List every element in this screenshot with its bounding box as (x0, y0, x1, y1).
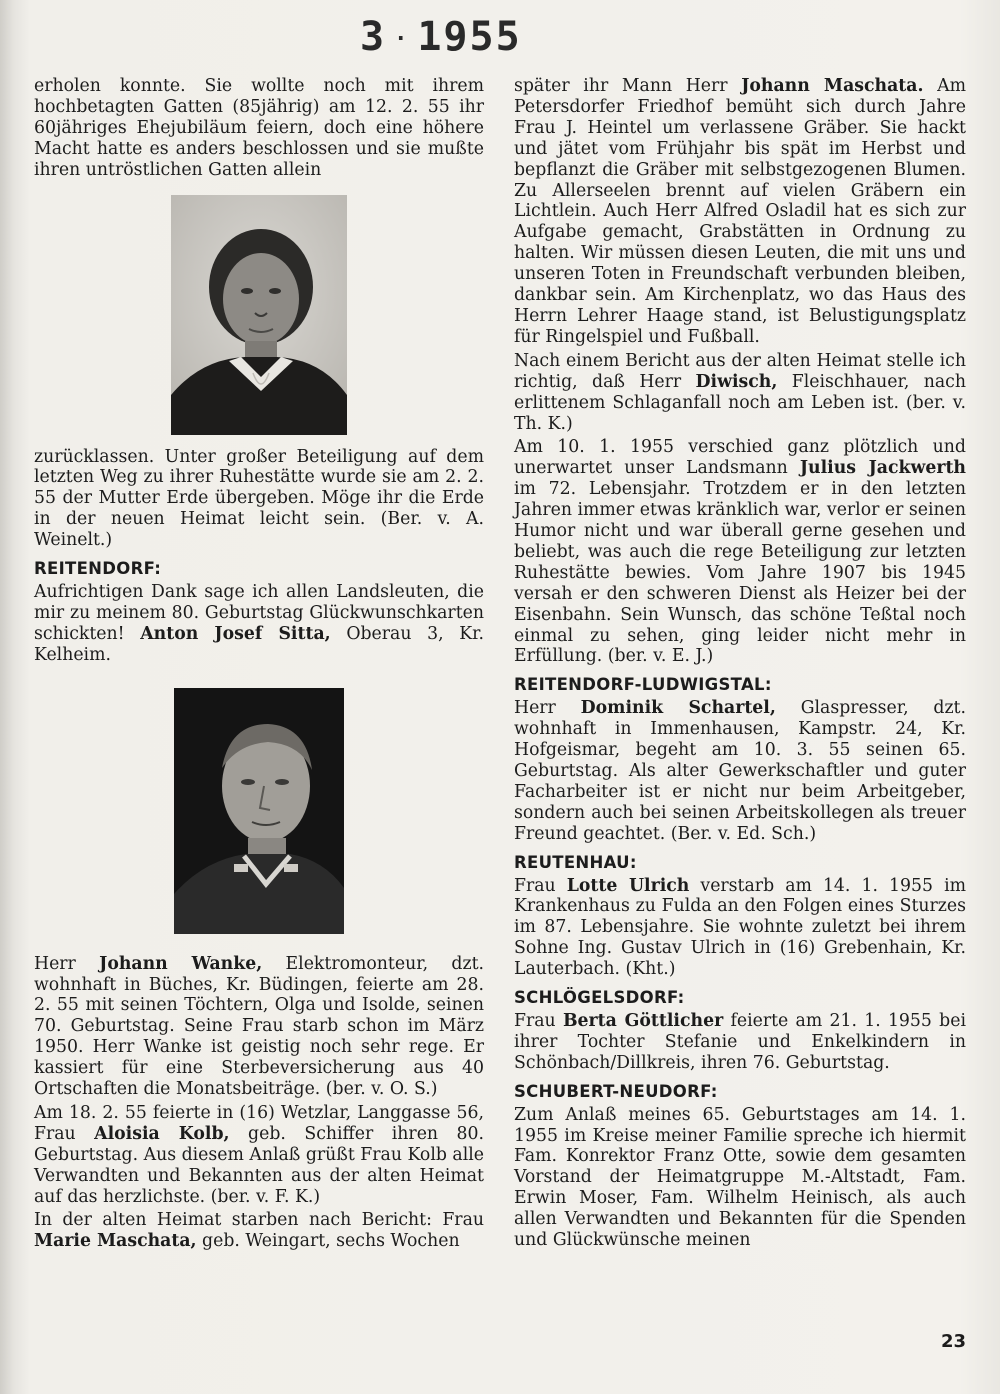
paragraph-sitta (34, 582, 484, 666)
text: im 72. Lebensjahr. Trotzdem er in den letzten Jahren immer etwas kränklich war, verlor er seinen Humor nicht und war überall gerne gesehen und beliebt, was auch die rege Beteiligung zur letzten Ruhestätte bewies. Vom Jahre 1907 bis 1945 versah er den schweren Dienst als Heizer bei der Eisenbahn. Sein Wunsch, das schöne Teßtal noch einmal zu sehen, ging leider nicht mehr in Erfüllung. (ber. v. E. J.) (514, 479, 966, 667)
section-heading-schubert-neudorf: SCHUBERT-NEUDORF: (514, 1081, 718, 1101)
section-heading-reutenhau: REUTENHAU: (514, 852, 637, 872)
paragraph-geburtstag-dank: Zum Anlaß meines 65. Geburtstages am 14. 1. 1955 im Kreise meiner Familie spreche ich hiermit Fam. Konrektor Franz Otte, sowie dem gesamten Vorstand der Heimatgruppe M.-Altstadt, Fam. Erwin Moser, Fam. Wilhelm Heinisch, als auch allen Verwandten und Bekannten für die Spenden und Glückwünsche meinen (514, 1104, 966, 1251)
section-heading-reitendorf-ludwigstal: REITENDORF-LUDWIGSTAL: (514, 675, 772, 695)
text: Oberau 3, Kr. Kelheim. (34, 623, 484, 665)
text: geb. Weingart, sechs Wochen (196, 1231, 460, 1252)
paragraph-goettlicher (514, 1011, 966, 1074)
person-name-schartel: Dominik Schartel, (580, 698, 776, 719)
person-name-diwisch: Diwisch, (695, 371, 778, 392)
text: Nach einem Bericht aus der alten Heimat stelle ich richtig, daß Herr (514, 350, 966, 392)
person-name-ulrich: Lotte Ulrich (566, 875, 690, 896)
text: Frau (514, 1010, 563, 1031)
issue-year: 1955 (417, 14, 522, 60)
portrait-photo-woman (171, 195, 347, 435)
paragraph-jackwerth (514, 437, 966, 667)
person-name-sitta: Anton Josef Sitta, (140, 623, 331, 644)
text: In der alten Heimat starben nach Bericht: Frau (34, 1210, 484, 1231)
paragraph-petersdorf (514, 76, 966, 348)
person-name-jackwerth: Julius Jackwerth (799, 458, 966, 479)
right-column (514, 76, 966, 1254)
text: Frau (514, 875, 567, 896)
person-name-wanke: Johann Wanke, (99, 953, 263, 974)
text: Am 18. 2. 55 feierte in (16) Wetzlar, Langgasse 56, Frau (34, 1102, 484, 1144)
paragraph-schartel (514, 698, 966, 844)
text: feierte am 21. 1. 1955 bei ihrer Tochter Stefanie und Enkelkindern in Schönbach/Dillkreis, ihren 76. Geburtstag. (514, 1010, 966, 1073)
left-column (34, 76, 484, 1255)
section-heading-schloegelsdorf: SCHLÖGELSDORF: (514, 988, 685, 1008)
issue-number: 3 (360, 14, 387, 60)
text: Am Petersdorfer Friedhof bemüht sich durch Jahre Frau J. Heintel um verlassene Gräber. Sie hackt und jätet vom Frühjahr bis spät im Herbst und bepflanzt die Gräber mit selbstgezogenen Blumen. Zu Allerseelen brennt auf vielen Gräbern ein Lichtlein. Auch Herr Alfred Osladil hat es sich zur Aufgabe gemacht, Grabstätten in Ordnung zu halten. Wir müssen diesen Leuten, die mit uns und unseren Toten in Freundschaft verbunden bleiben, dankbar sein. Am Kirchenplatz, wo das Haus des Herrn Lehrer Haage stand, ist Belustigungsplatz für Ringelspiel und Fußball. (514, 76, 966, 347)
paragraph-weinelt-part1: erholen konnte. Sie wollte noch mit ihrem hochbetagten Gatten (85jährig) am 12. 2. 55 ihr 60jähriges Ehejubiläum feiern, doch eine höhere Macht hatte es anders beschlossen und sie mußte ihren untröstlichen Gatten allein (34, 76, 484, 180)
paragraph-weinelt-part2: zurücklassen. Unter großer Beteiligung auf dem letzten Weg zu ihrer Ruhestätte wurde sie am 2. 2. 55 der Mutter Erde übergeben. Möge ihr die Erde in der neuen Heimat leicht sein. (Ber. v. A. Weinelt.) (34, 446, 484, 551)
portrait-woman-image (171, 195, 347, 435)
text: Fleischhauer, nach erlittenem Schlaganfall noch am Leben ist. (ber. v. Th. K.) (514, 371, 966, 434)
paragraph-diwisch (514, 351, 966, 435)
text: später ihr Mann Herr (514, 76, 742, 96)
issue-header (360, 14, 522, 60)
person-name-johann-maschata: Johann Maschata. (741, 76, 924, 96)
paragraph-ulrich (514, 876, 966, 981)
portrait-photo-man (174, 688, 344, 934)
paragraph-kolb (34, 1103, 484, 1208)
text: Aufrichtigen Dank sage ich allen Landsleuten, die mir zu meinem 80. Geburtstag Glückwunschkarten schickten! (34, 581, 484, 644)
person-name-kolb: Aloisia Kolb, (94, 1123, 230, 1144)
person-name-maschata: Marie Maschata, (34, 1231, 197, 1252)
person-name-goettlicher: Berta Göttlicher (562, 1010, 724, 1031)
text: geb. Schiffer ihren 80. Geburtstag. Aus diesem Anlaß grüßt Frau Kolb alle Verwandten und Bekannten aus der alten Heimat auf das herzlichste. (ber. v. F. K.) (34, 1123, 485, 1207)
paragraph-maschata (34, 1210, 484, 1252)
text: Herr (514, 698, 581, 719)
header-separator: · (394, 26, 410, 52)
paragraph-wanke (34, 954, 484, 1100)
text: Herr (34, 953, 100, 974)
text: Am 10. 1. 1955 verschied ganz plötzlich und unerwartet unser Landsmann (514, 437, 966, 479)
text: verstarb am 14. 1. 1955 im Krankenhaus zu Fulda an den Folgen eines Sturzes im 87. Lebensjahre. Sie wohnte zuletzt bei ihrem Sohne Ing. Gustav Ulrich in (16) Grebenhain, Kr. Lauterbach. (Kht.) (514, 875, 966, 980)
portrait-man-image (174, 688, 344, 934)
text: Elektromonteur, dzt. wohnhaft in Büches, Kr. Büdingen, feierte am 28. 2. 55 mit seinen Töchtern, Olga und Isolde, seinen 70. Geburtstag. Seine Frau starb schon im März 1950. Herr Wanke ist geistig noch sehr rege. Er kassiert für eine Sterbeversicherung aus 40 Ortschaften die Monatsbeiträge. (ber. v. O. S.) (34, 953, 485, 1100)
page-number: 23 (940, 1331, 966, 1352)
section-heading-reitendorf: REITENDORF: (34, 559, 162, 579)
text: Glaspresser, dzt. wohnhaft in Immenhausen, Kampstr. 24, Kr. Hofgeismar, begeht am 10. 3. 55 seinen 65. Geburtstag. Als alter Gewerkschaftler und guter Facharbeiter ist er nicht nur beim Arbeitgeber, sondern auch bei seinen Arbeitskollegen als treuer Freund geachtet. (Ber. v. Ed. Sch.) (514, 698, 966, 844)
